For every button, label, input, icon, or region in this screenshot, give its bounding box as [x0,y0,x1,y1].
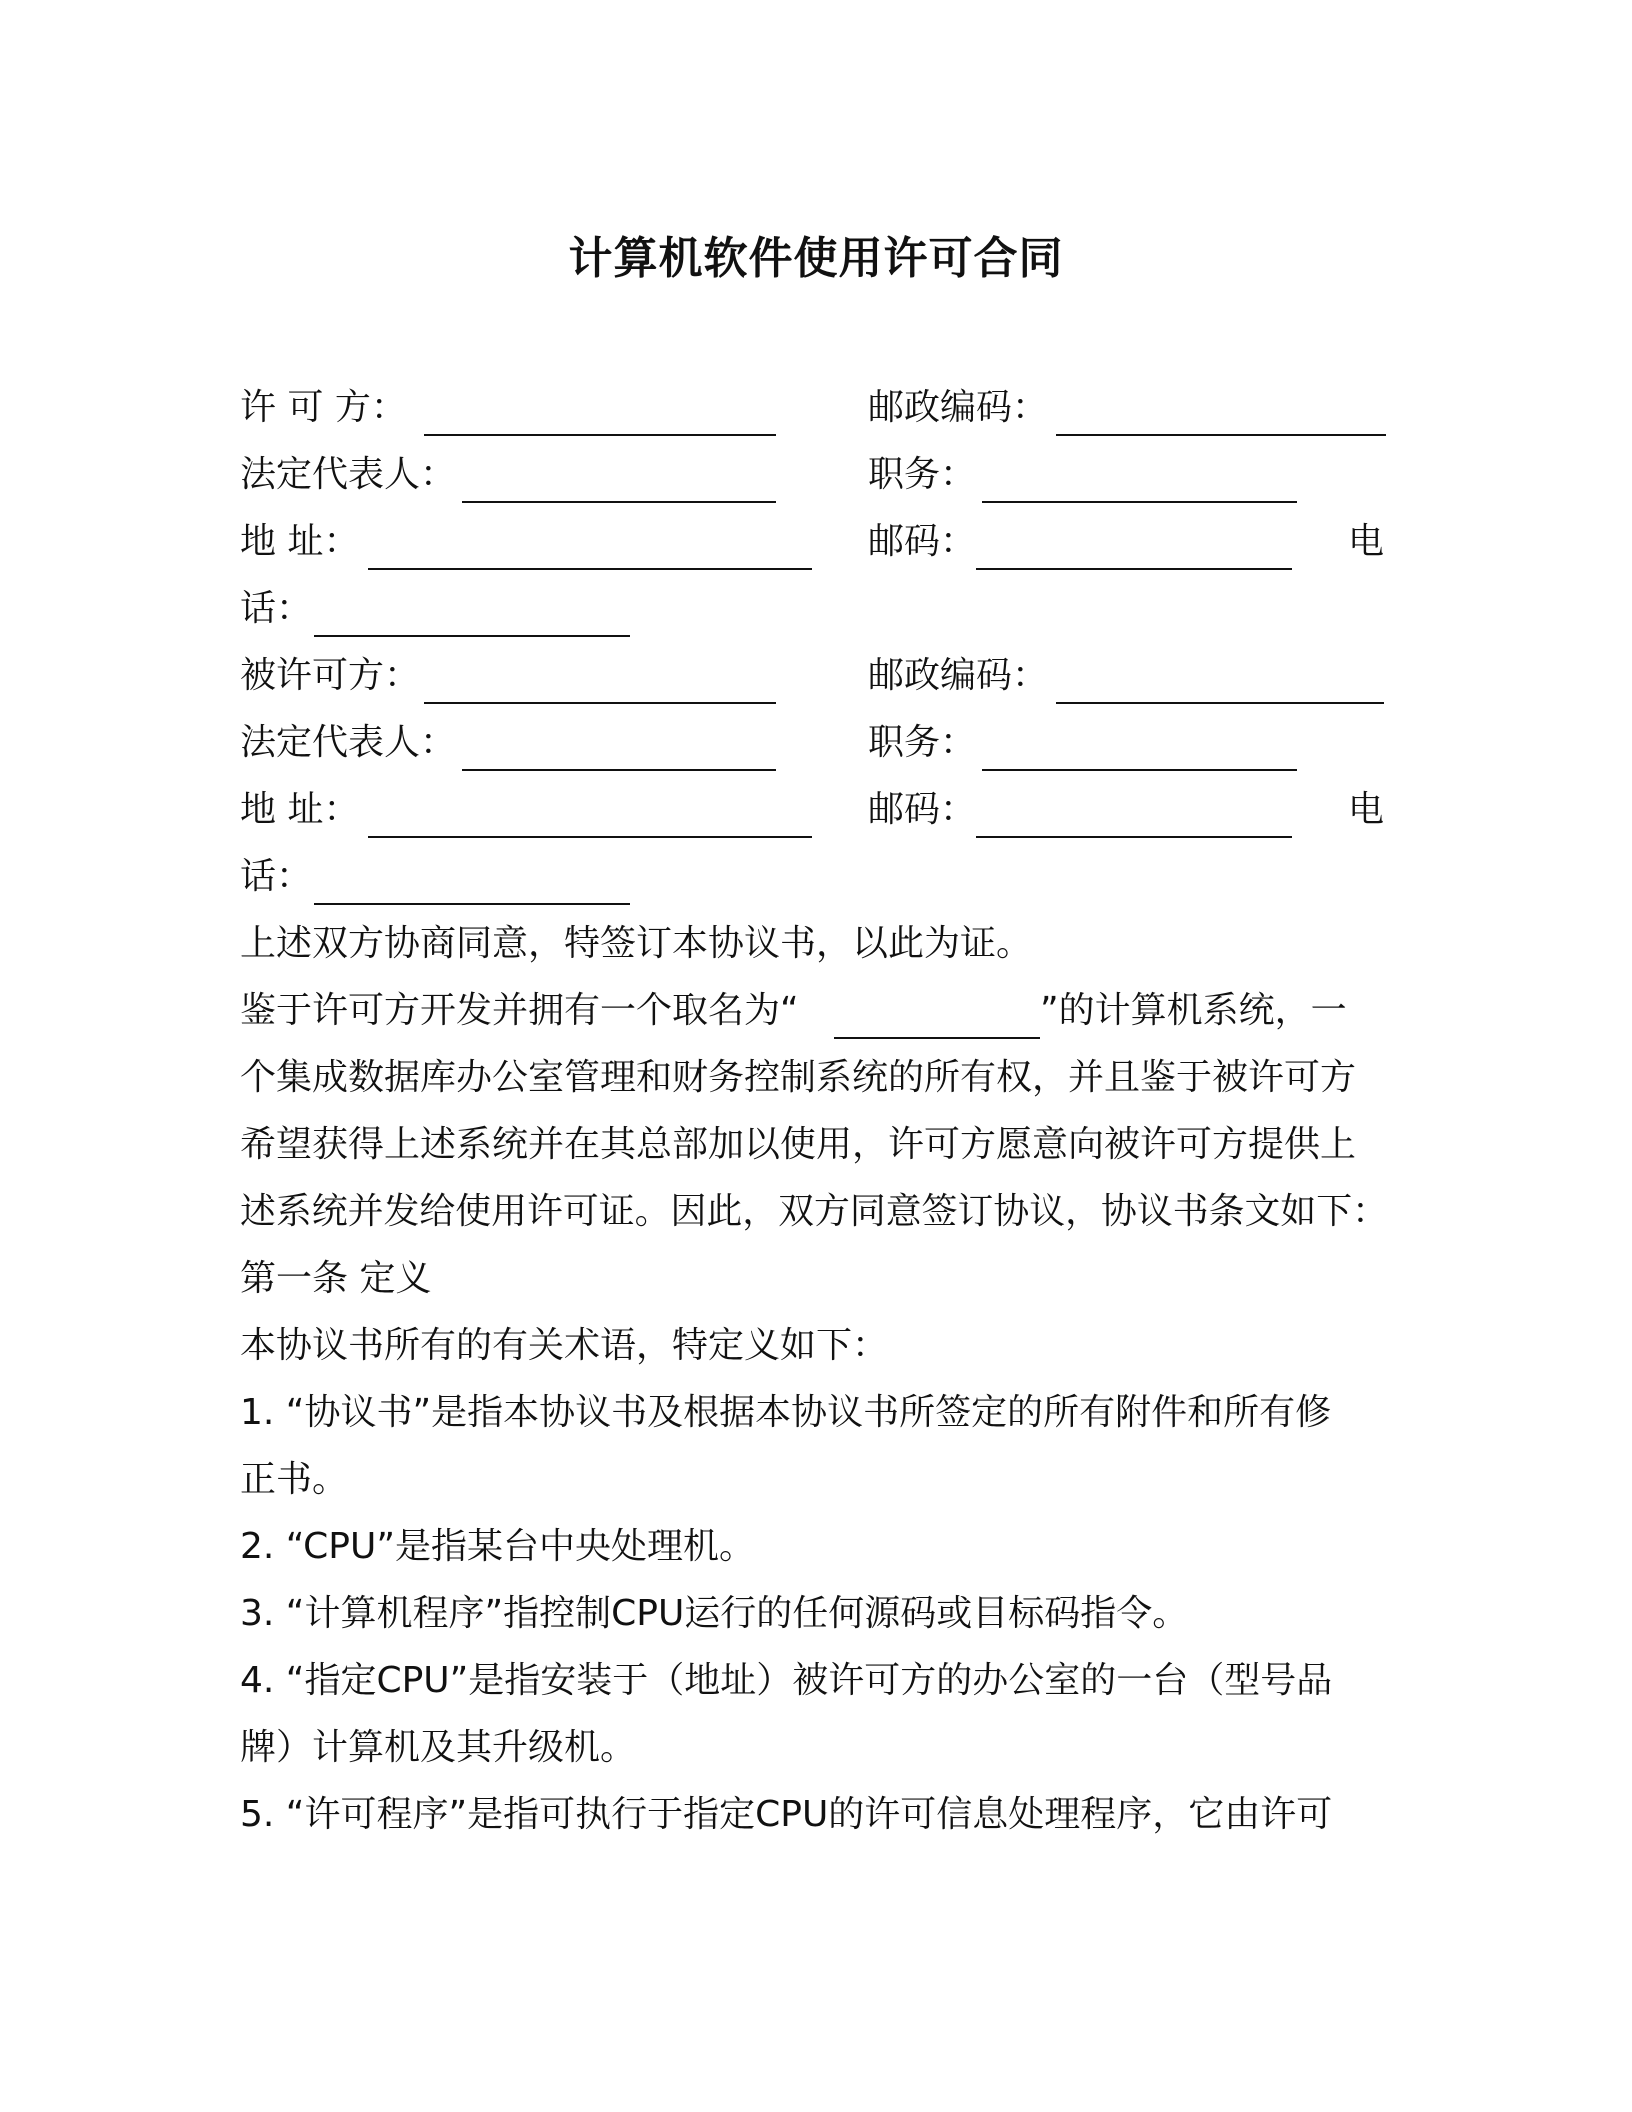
licensor-postcode-blank [1056,434,1386,436]
whereas-line-1-start: 鉴于许可方开发并拥有一个取名为“ [240,990,799,1031]
whereas-line-2: 个集成数据库办公室管理和财务控制系统的所有权，并且鉴于被许可方 [240,1057,1357,1098]
definition-1-line-1: 1. “协议书”是指本协议书及根据本协议书所签定的所有附件和所有修 [240,1392,1332,1433]
whereas-line-4: 述系统并发给使用许可证。因此，双方同意签订协议，协议书条文如下： [240,1191,1388,1232]
licensor-label: 许 可 方： [240,387,407,428]
licensor-phone-label-1: 电 [1348,521,1385,562]
licensee-position-label: 职务： [868,722,977,763]
licensor-address-blank [368,568,812,570]
licensor-zip-label: 邮码： [868,521,977,562]
licensor-phone-label-2: 话： [240,588,313,629]
licensor-name-blank [424,434,776,436]
licensee-address-label: 地 址： [240,789,360,830]
document-title: 计算机软件使用许可合同 [568,233,1064,284]
licensor-zip-blank [976,568,1292,570]
licensee-position-blank [982,769,1297,771]
system-name-blank [834,1037,1040,1039]
definition-4-line-2: 牌）计算机及其升级机。 [240,1727,637,1768]
licensee-rep-blank [462,769,776,771]
licensee-rep-label: 法定代表人： [240,722,457,763]
licensee-zip-label: 邮码： [868,789,977,830]
licensee-address-blank [368,836,812,838]
definition-5-line-1: 5. “许可程序”是指可执行于指定CPU的许可信息处理程序，它由许可 [240,1794,1333,1835]
licensor-position-blank [982,501,1297,503]
definition-4-line-1: 4. “指定CPU”是指安装于（地址）被许可方的办公室的一台（型号品 [240,1660,1333,1701]
licensor-postcode-label: 邮政编码： [868,387,1049,428]
licensee-phone-label-1: 电 [1348,789,1385,830]
licensee-zip-blank [976,836,1292,838]
licensor-address-label: 地 址： [240,521,360,562]
article-1-heading: 第一条 定义 [240,1258,432,1299]
definitions-intro: 本协议书所有的有关术语，特定义如下： [240,1325,889,1366]
definition-3: 3. “计算机程序”指控制CPU运行的任何源码或目标码指令。 [240,1593,1189,1634]
licensee-name-blank [424,702,776,704]
licensor-position-label: 职务： [868,454,977,495]
licensor-rep-blank [462,501,776,503]
definition-1-line-2: 正书。 [240,1459,349,1500]
definition-2: 2. “CPU”是指某台中央处理机。 [240,1526,756,1567]
agreement-statement: 上述双方协商同意，特签订本协议书，以此为证。 [240,923,1033,964]
whereas-line-3: 希望获得上述系统并在其总部加以使用，许可方愿意向被许可方提供上 [240,1124,1357,1165]
licensor-rep-label: 法定代表人： [240,454,457,495]
licensee-phone-label-2: 话： [240,856,313,897]
licensee-label: 被许可方： [240,655,421,696]
licensee-phone-blank [314,903,630,905]
licensor-phone-blank [314,635,630,637]
whereas-line-1-end: ”的计算机系统，一 [1040,990,1347,1031]
licensee-postcode-blank [1056,702,1384,704]
licensee-postcode-label: 邮政编码： [868,655,1049,696]
